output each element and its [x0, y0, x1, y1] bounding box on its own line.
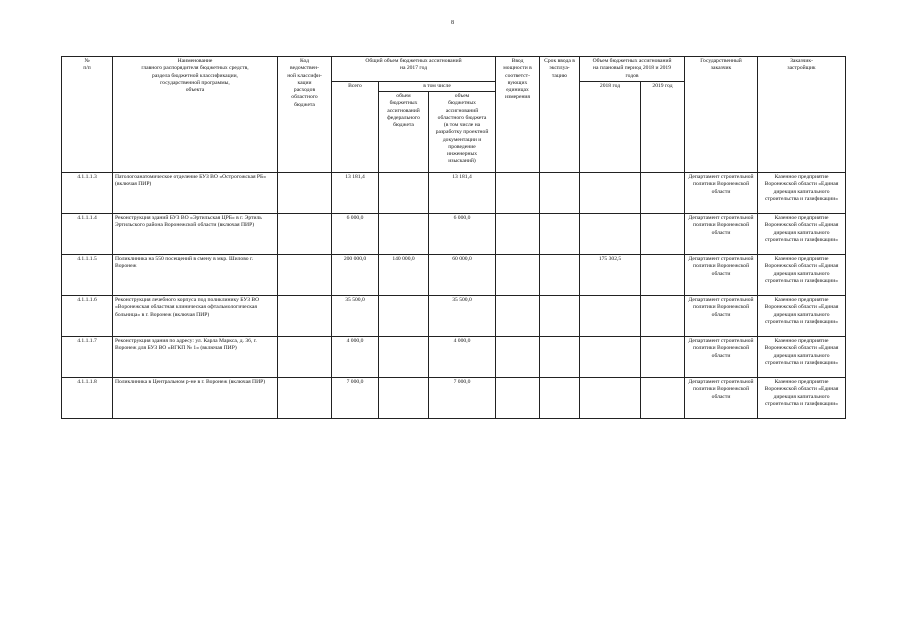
cell-developer: Казенное предприятие Воронежской области «Единая дирекция капитального строительства и газификации» — [758, 296, 846, 337]
cell-customer: Департамент строительной политики Воронежской области — [685, 337, 758, 378]
table-row — [62, 337, 846, 378]
cell-total: 7 000,0 — [332, 378, 379, 419]
cell-regional: 13 181,4 — [429, 173, 496, 214]
cell-2018 — [580, 337, 641, 378]
cell-total: 200 000,0 — [332, 255, 379, 296]
table-row — [62, 296, 846, 337]
table-row — [62, 255, 846, 296]
cell-2018 — [580, 296, 641, 337]
cell-capacity — [496, 337, 540, 378]
cell-name: Реконструкция лечебного корпуса под поликлинику БУЗ ВО «Воронежская областная клиническая офтальмологическая больница» в г. Воронеж (включая ПИР) — [113, 296, 278, 337]
cell-regional: 60 000,0 — [429, 255, 496, 296]
header-2019: 2019 год — [641, 81, 685, 172]
header-developer: Заказчик- застройщик — [758, 57, 846, 173]
cell-name: Поликлиника в Центральном р-не в г. Воронеж (включая ПИР) — [113, 378, 278, 419]
page-number: 8 — [451, 20, 454, 26]
cell-2018 — [580, 378, 641, 419]
header-customer: Государственный заказчик — [685, 57, 758, 173]
header-including: в том числе — [379, 81, 496, 91]
cell-commission — [540, 378, 580, 419]
header-capacity: Ввод мощности в соответст- вующих единицах измерения — [496, 57, 540, 173]
header-num: № п/п — [62, 57, 113, 173]
cell-regional: 6 000,0 — [429, 214, 496, 255]
cell-total: 6 000,0 — [332, 214, 379, 255]
cell-2019 — [641, 214, 685, 255]
cell-federal — [379, 214, 429, 255]
cell-regional: 7 000,0 — [429, 378, 496, 419]
cell-capacity — [496, 255, 540, 296]
cell-num: 4.1.1.1.7 — [62, 337, 113, 378]
cell-customer: Департамент строительной политики Воронежской области — [685, 296, 758, 337]
cell-2018 — [580, 214, 641, 255]
cell-2019 — [641, 296, 685, 337]
cell-customer: Департамент строительной политики Воронежской области — [685, 378, 758, 419]
cell-developer: Казенное предприятие Воронежской области «Единая дирекция капитального строительства и газификации» — [758, 378, 846, 419]
cell-commission — [540, 255, 580, 296]
header-commission: Срок ввода в эксплуа- тацию — [540, 57, 580, 173]
cell-code — [278, 173, 332, 214]
budget-table — [61, 56, 846, 419]
cell-developer: Казенное предприятие Воронежской области «Единая дирекция капитального строительства и газификации» — [758, 173, 846, 214]
cell-2019 — [641, 173, 685, 214]
cell-2019 — [641, 337, 685, 378]
cell-code — [278, 214, 332, 255]
header-name: Наименование главного распорядителя бюджетных средств, раздела бюджетной классификации, государственной программы, объекта — [113, 57, 278, 173]
table-row — [62, 173, 846, 214]
header-code: Код ведомствен- ной классифи- кации расходов областного бюджета — [278, 57, 332, 173]
table-row — [62, 378, 846, 419]
cell-regional: 4 000,0 — [429, 337, 496, 378]
cell-num: 4.1.1.1.6 — [62, 296, 113, 337]
cell-total: 35 500,0 — [332, 296, 379, 337]
cell-capacity — [496, 173, 540, 214]
cell-developer: Казенное предприятие Воронежской области «Единая дирекция капитального строительства и газификации» — [758, 214, 846, 255]
cell-num: 4.1.1.1.8 — [62, 378, 113, 419]
cell-commission — [540, 214, 580, 255]
cell-name: Поликлиника на 550 посещений в смену в мкр. Шилово г. Воронеж — [113, 255, 278, 296]
cell-2019 — [641, 255, 685, 296]
cell-2018: 175 302,5 — [580, 255, 641, 296]
cell-code — [278, 255, 332, 296]
cell-code — [278, 296, 332, 337]
cell-federal — [379, 296, 429, 337]
cell-capacity — [496, 378, 540, 419]
cell-commission — [540, 296, 580, 337]
cell-federal: 140 000,0 — [379, 255, 429, 296]
cell-name: Реконструкция зданий БУЗ ВО «Эртильская ЦРБ» в г. Эртиль Эртильского района Воронежской области (включая ПИР) — [113, 214, 278, 255]
cell-name: Реконструкция здания по адресу: ул. Карла Маркса, д. 36, г. Воронеж для БУЗ ВО «ВГКП № 1» (включая ПИР) — [113, 337, 278, 378]
header-plan-period: Объем бюджетных ассигнований на плановый период 2018 и 2019 годов — [580, 57, 685, 82]
header-2018: 2018 год — [580, 81, 641, 172]
cell-federal — [379, 173, 429, 214]
cell-capacity — [496, 296, 540, 337]
cell-total: 13 181,4 — [332, 173, 379, 214]
cell-federal — [379, 337, 429, 378]
header-federal: объем бюджетных ассигнований федерального бюджета — [379, 92, 429, 173]
cell-2018 — [580, 173, 641, 214]
cell-code — [278, 378, 332, 419]
cell-commission — [540, 337, 580, 378]
cell-regional: 35 500,0 — [429, 296, 496, 337]
cell-name: Патологоанатомическое отделение БУЗ ВО «Острогожская РБ» (включая ПИР) — [113, 173, 278, 214]
cell-code — [278, 337, 332, 378]
cell-commission — [540, 173, 580, 214]
cell-2019 — [641, 378, 685, 419]
cell-customer: Департамент строительной политики Воронежской области — [685, 173, 758, 214]
cell-federal — [379, 378, 429, 419]
cell-customer: Департамент строительной политики Воронежской области — [685, 214, 758, 255]
header-regional: объем бюджетных ассигнований областного бюджета (в том числе на разработку проектной документации и проведение инженерных изысканий) — [429, 92, 496, 173]
cell-num: 4.1.1.1.4 — [62, 214, 113, 255]
cell-capacity — [496, 214, 540, 255]
cell-num: 4.1.1.1.5 — [62, 255, 113, 296]
cell-customer: Департамент строительной политики Воронежской области — [685, 255, 758, 296]
table-row — [62, 214, 846, 255]
header-total-2017: Общий объем бюджетных ассигнований на 2017 год — [332, 57, 496, 82]
header-total: Всего — [332, 81, 379, 172]
table-body — [62, 173, 846, 419]
cell-total: 4 000,0 — [332, 337, 379, 378]
cell-developer: Казенное предприятие Воронежской области «Единая дирекция капитального строительства и газификации» — [758, 337, 846, 378]
cell-num: 4.1.1.1.3 — [62, 173, 113, 214]
cell-developer: Казенное предприятие Воронежской области «Единая дирекция капитального строительства и газификации» — [758, 255, 846, 296]
